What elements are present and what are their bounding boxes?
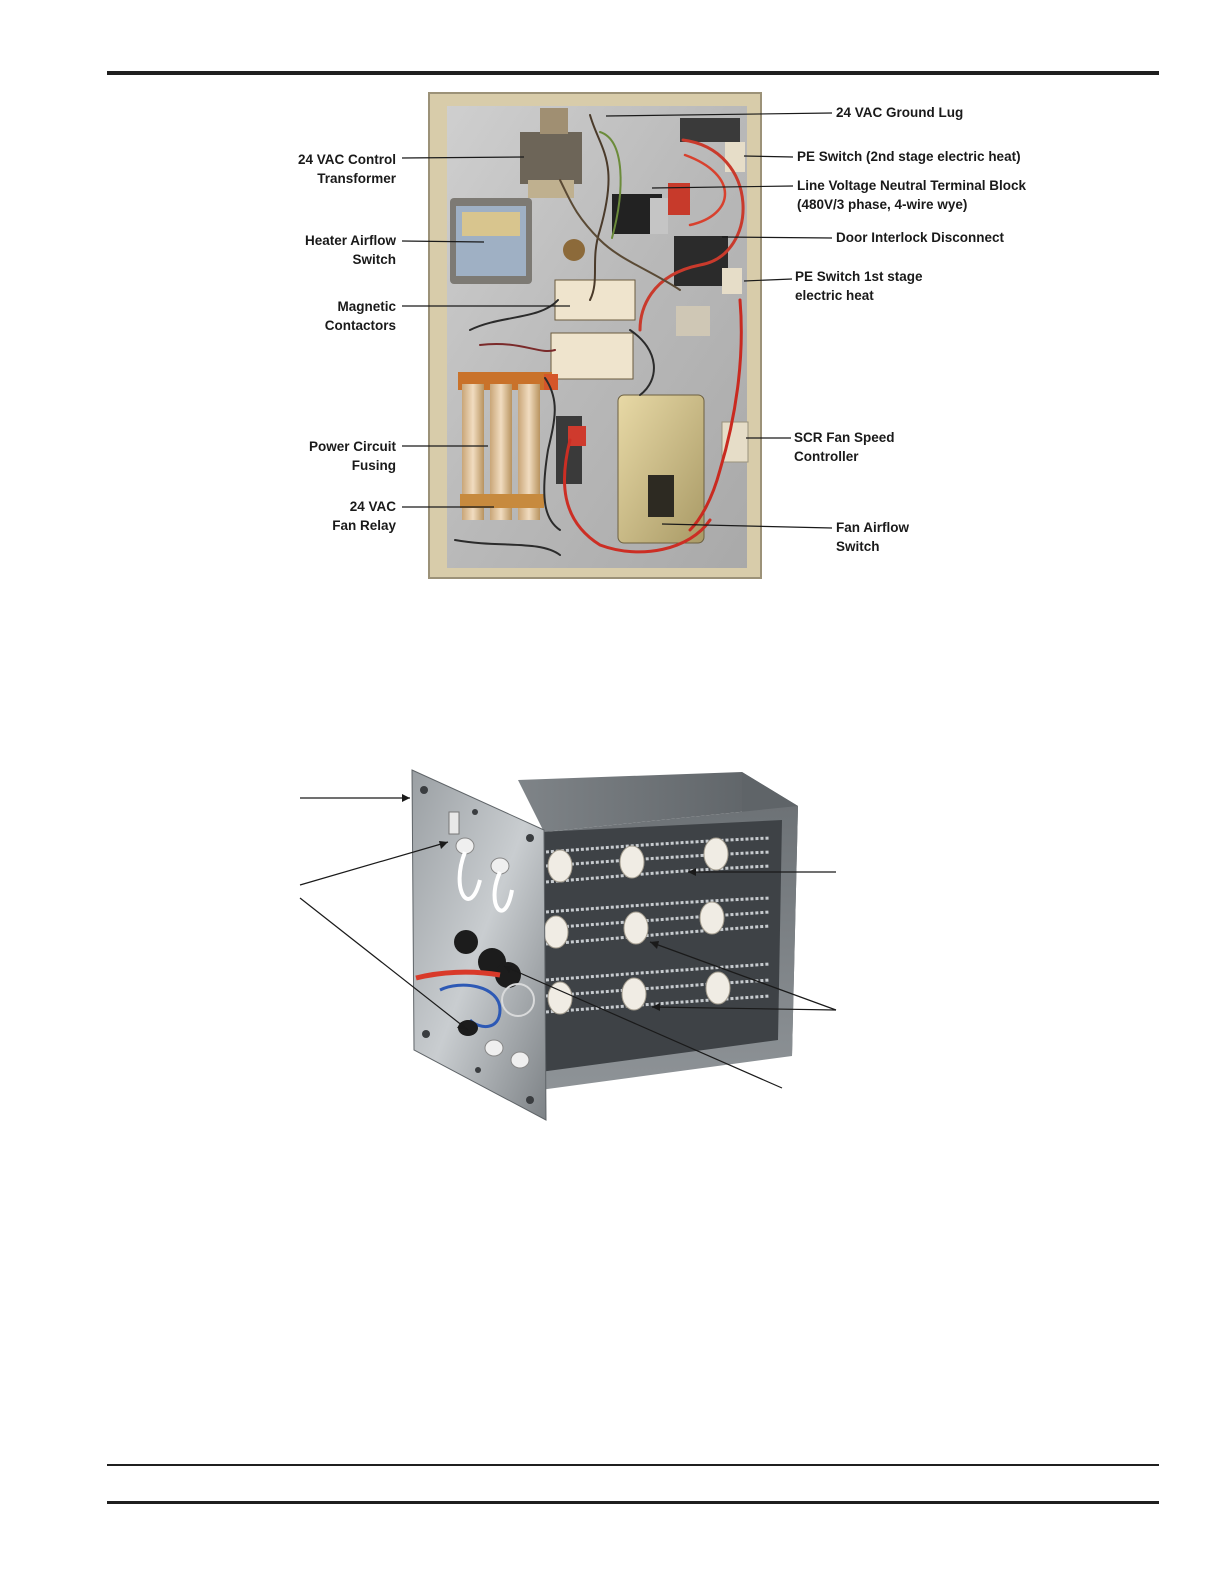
label-neutral-terminal-line1: Line Voltage Neutral Terminal Block xyxy=(797,178,1027,193)
label-fusing-line1: Power Circuit xyxy=(308,439,396,454)
label-contactors-line1: Magnetic xyxy=(337,299,396,314)
label-control-transformer-line1: 24 VAC Control xyxy=(297,152,396,167)
label-heater-airflow-line1: Heater Airflow xyxy=(304,233,396,248)
label-contactors-line2: Contactors xyxy=(324,318,396,333)
label-scr-line1: SCR Fan Speed xyxy=(794,430,895,445)
label-fan-airflow-line2: Switch xyxy=(836,539,880,554)
label-control-transformer-line2: Transformer xyxy=(317,171,396,186)
label-neutral-terminal-line2: (480V/3 phase, 4-wire wye) xyxy=(797,197,968,212)
label-fan-airflow-line1: Fan Airflow xyxy=(836,520,909,535)
label-scr-line2: Controller xyxy=(794,449,859,464)
label-fan-relay-line1: 24 VAC xyxy=(349,499,396,514)
label-pe-switch-1st-line2: electric heat xyxy=(795,288,874,303)
label-pe-switch-2nd: PE Switch (2nd stage electric heat) xyxy=(797,149,1021,164)
label-door-interlock: Door Interlock Disconnect xyxy=(836,230,1005,245)
label-fusing-line2: Fusing xyxy=(351,458,396,473)
label-ground-lug: 24 VAC Ground Lug xyxy=(836,105,964,120)
label-fan-relay-line2: Fan Relay xyxy=(332,518,396,533)
label-pe-switch-1st-line1: PE Switch 1st stage xyxy=(795,269,923,284)
label-heater-airflow-line2: Switch xyxy=(352,252,396,267)
